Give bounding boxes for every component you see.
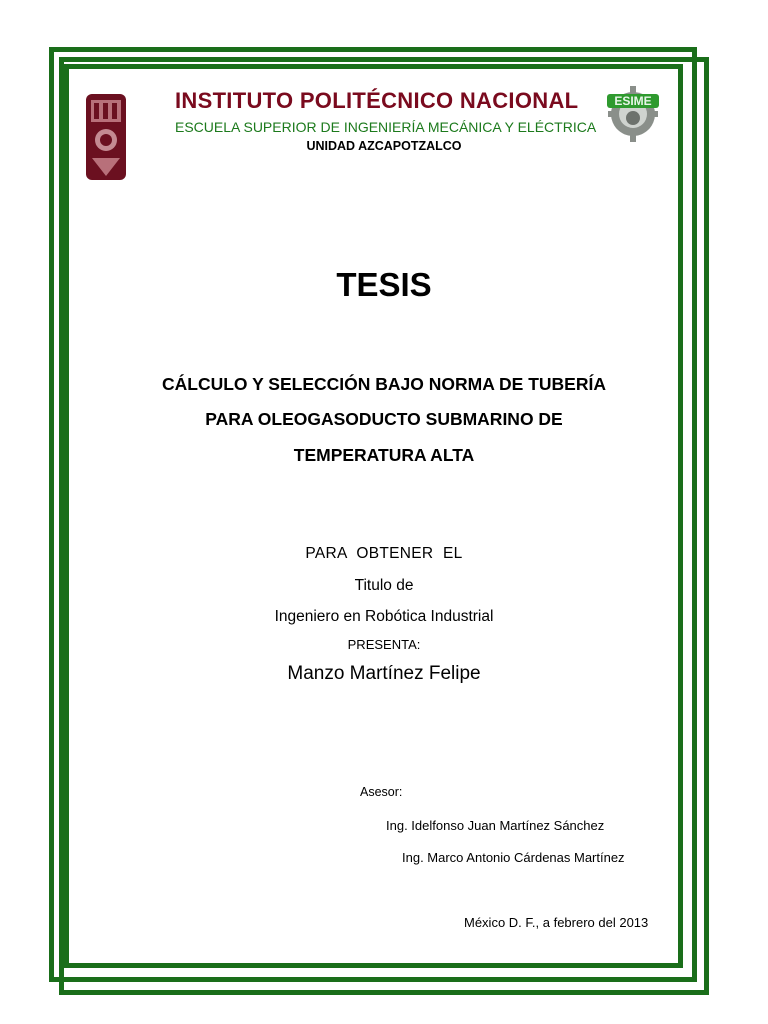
- degree-name: Ingeniero en Robótica Industrial: [274, 608, 494, 625]
- advisor-1: Ing. Idelfonso Juan Martínez Sánchez: [386, 818, 605, 833]
- advisor-2: Ing. Marco Antonio Cárdenas Martínez: [402, 850, 625, 865]
- presents-label: PRESENTA:: [347, 637, 421, 652]
- unit-name: UNIDAD AZCAPOTZALCO: [306, 139, 462, 153]
- author-name: Manzo Martínez Felipe: [287, 663, 481, 684]
- esime-logo-text: ESIME: [614, 94, 652, 108]
- institution-name: INSTITUTO POLITÉCNICO NACIONAL: [175, 88, 579, 113]
- purpose-text: PARA OBTENER EL: [305, 545, 463, 562]
- school-name: ESCUELA SUPERIOR DE INGENIERÍA MECÁNICA Y ELÉCTRICA: [175, 119, 597, 135]
- document-type: TESIS: [336, 266, 432, 303]
- thesis-title-line-1: CÁLCULO Y SELECCIÓN BAJO NORMA DE TUBERÍA: [161, 374, 606, 394]
- place-date: México D. F., a febrero del 2013: [464, 915, 649, 930]
- degree-label: Titulo de: [354, 577, 414, 594]
- thesis-title-line-3: TEMPERATURA ALTA: [293, 445, 475, 465]
- advisors-label: Asesor:: [360, 785, 403, 799]
- ipn-logo: [82, 92, 130, 182]
- thesis-title-line-2: PARA OLEOGASODUCTO SUBMARINO DE: [205, 409, 563, 429]
